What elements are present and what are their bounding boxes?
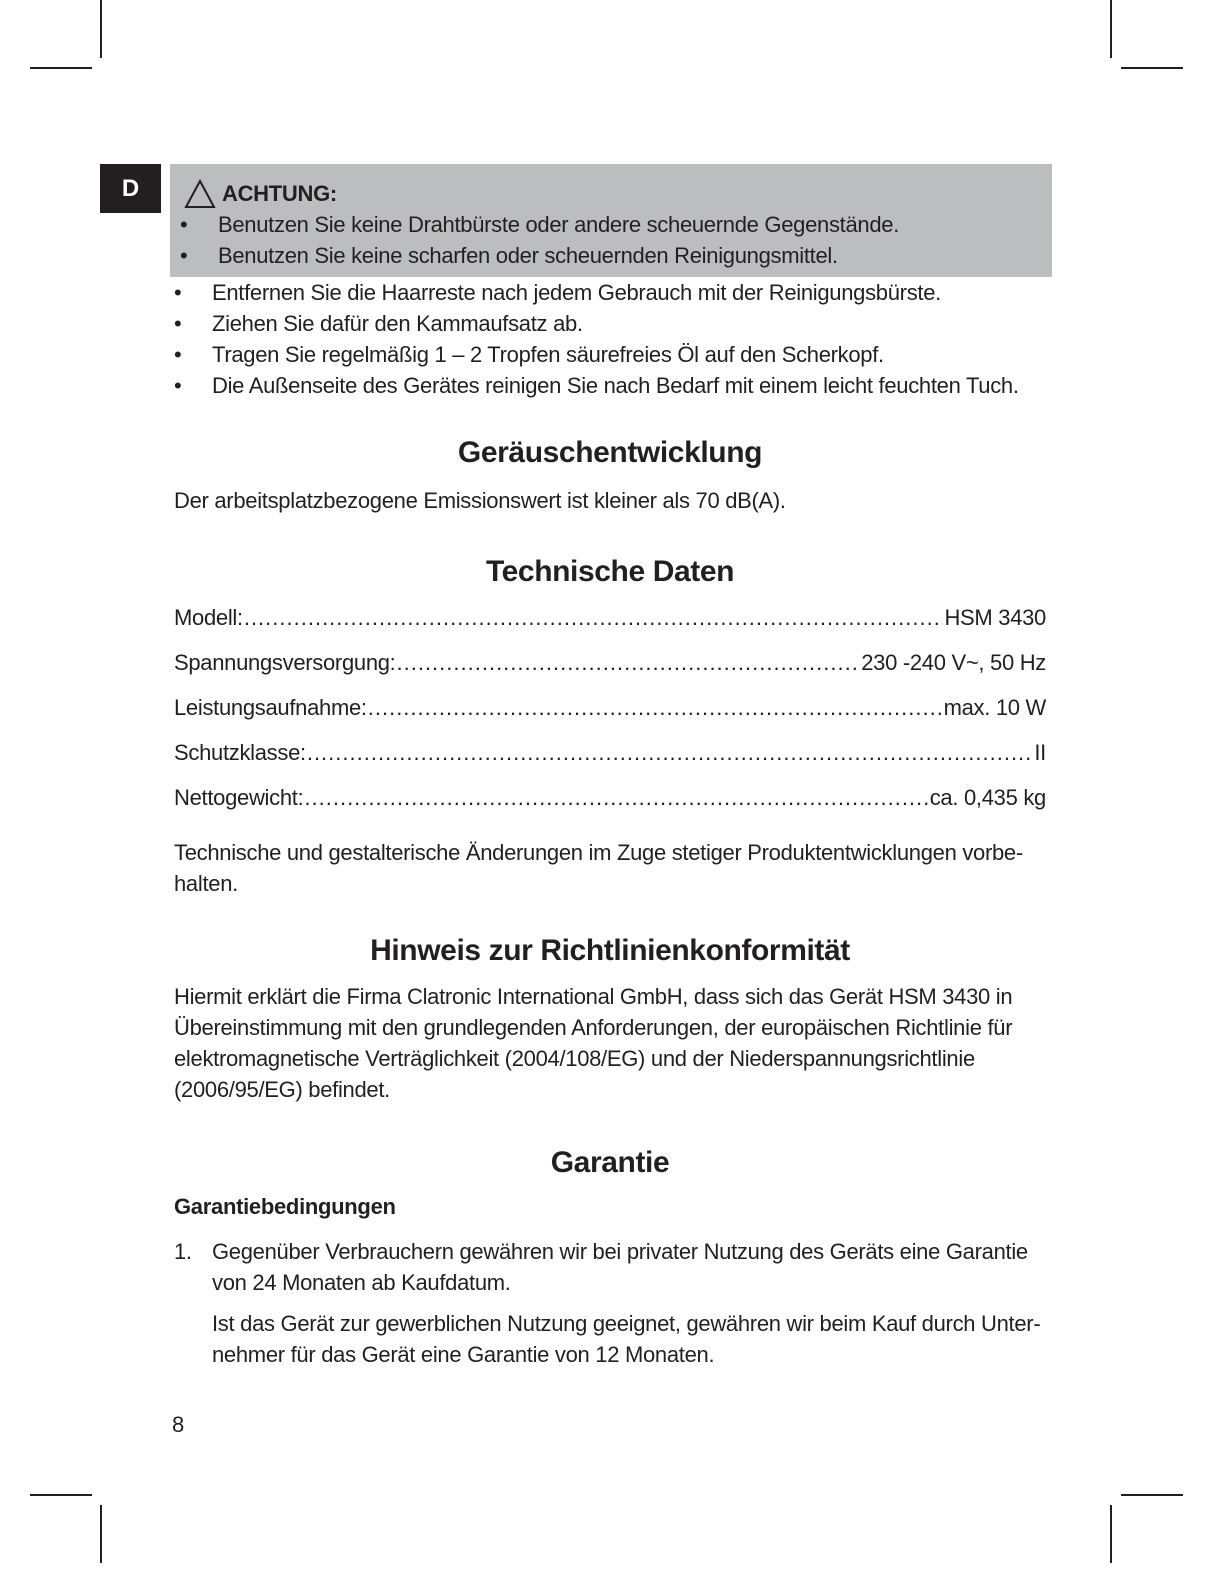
section-heading-conformity: Hinweis zur Richtlinienkonformität — [370, 934, 850, 967]
leader-dots — [397, 647, 861, 678]
list-item: • Entfernen Sie die Haarreste nach jedem Gebrauch mit der Reinigungsbürste. — [174, 277, 1046, 308]
list-item: • Die Außenseite des Gerätes reinigen Sie nach Bedarf mit einem leicht feuchten Tuch. — [174, 370, 1046, 401]
spec-value: 230 -240 V~, 50 Hz — [861, 650, 1046, 675]
crop-mark — [1121, 67, 1183, 69]
spec-value: ca. 0,435 kg — [929, 785, 1046, 810]
item-text-secondary: Ist das Gerät zur gewerblichen Nutzung geeignet, gewähren wir beim Kauf durch Unter-nehmer für das Gerät eine Garantie von 12 Monaten. — [212, 1311, 1041, 1367]
language-tab: D — [100, 164, 161, 213]
tech-note: Technische und gestalterische Änderungen im Zuge stetiger Produktentwicklungen vorbe-halten. — [174, 840, 1023, 896]
crop-mark — [30, 67, 92, 69]
crop-mark — [1110, 0, 1112, 58]
leader-dots — [244, 602, 944, 633]
list-item: • Benutzen Sie keine scharfen oder scheuernden Reinigungsmittel. — [176, 240, 1038, 271]
crop-mark — [100, 0, 102, 58]
warranty-conditions — [174, 1236, 1046, 1370]
spec-row — [174, 782, 1046, 827]
spec-label: Schutzklasse: — [174, 740, 306, 765]
spec-value: max. 10 W — [943, 695, 1046, 720]
item-number: 1. — [174, 1239, 192, 1264]
warning-title: ACHTUNG: — [222, 181, 337, 206]
crop-mark — [1110, 1505, 1112, 1563]
spec-label: Nettogewicht: — [174, 785, 304, 810]
spec-row — [174, 692, 1046, 737]
list-item: • Benutzen Sie keine Drahtbürste oder andere scheuernde Gegenstände. — [176, 209, 1038, 240]
section-heading-tech: Technische Daten — [485, 555, 735, 588]
crop-mark — [30, 1494, 92, 1496]
warning-box — [170, 164, 1052, 277]
spec-label: Leistungsaufnahme: — [174, 695, 367, 720]
noise-text: Der arbeitsplatzbezogene Emissionswert ist kleiner als 70 dB(A). — [174, 488, 786, 513]
spec-value: HSM 3430 — [944, 605, 1046, 630]
spec-row — [174, 602, 1046, 647]
section-heading-noise: Geräuschentwicklung — [457, 436, 763, 469]
cleaning-list — [174, 277, 1046, 401]
page-number: 8 — [172, 1412, 185, 1437]
spec-row — [174, 737, 1046, 782]
spec-value: II — [1034, 740, 1046, 765]
list-item: • Ziehen Sie dafür den Kammaufsatz ab. — [174, 308, 1046, 339]
warning-header — [184, 178, 1038, 209]
spec-label: Modell: — [174, 605, 243, 630]
warning-triangle-icon — [184, 179, 216, 209]
conformity-text: Hiermit erklärt die Firma Clatronic International GmbH, dass sich das Gerät HSM 3430 in Übereinstimmung mit den grundlegenden Anforderungen, der europäischen Richtlinie für elektromagnetische Verträglichkeit (2004/108/EG) und der Niederspannungsrichtlinie (2006/95/EG) befindet. — [174, 984, 1013, 1102]
page-content — [174, 164, 1046, 1370]
item-text: Gegenüber Verbrauchern gewähren wir bei privater Nutzung des Geräts eine Garantie von 24 Monaten ab Kaufdatum. — [212, 1239, 1028, 1295]
crop-mark — [100, 1505, 102, 1563]
leader-dots — [307, 737, 1034, 768]
crop-mark — [1121, 1494, 1183, 1496]
spec-row — [174, 647, 1046, 692]
list-item — [174, 1236, 1046, 1370]
spec-label: Spannungsversorgung: — [174, 650, 396, 675]
warning-list — [176, 209, 1038, 271]
leader-dots — [304, 782, 928, 813]
section-heading-warranty: Garantie — [550, 1146, 670, 1179]
warranty-subheading: Garantiebedingungen — [174, 1194, 396, 1219]
spec-list — [174, 602, 1046, 827]
list-item: • Tragen Sie regelmäßig 1 – 2 Tropfen säurefreies Öl auf den Scherkopf. — [174, 339, 1046, 370]
leader-dots — [368, 692, 943, 723]
